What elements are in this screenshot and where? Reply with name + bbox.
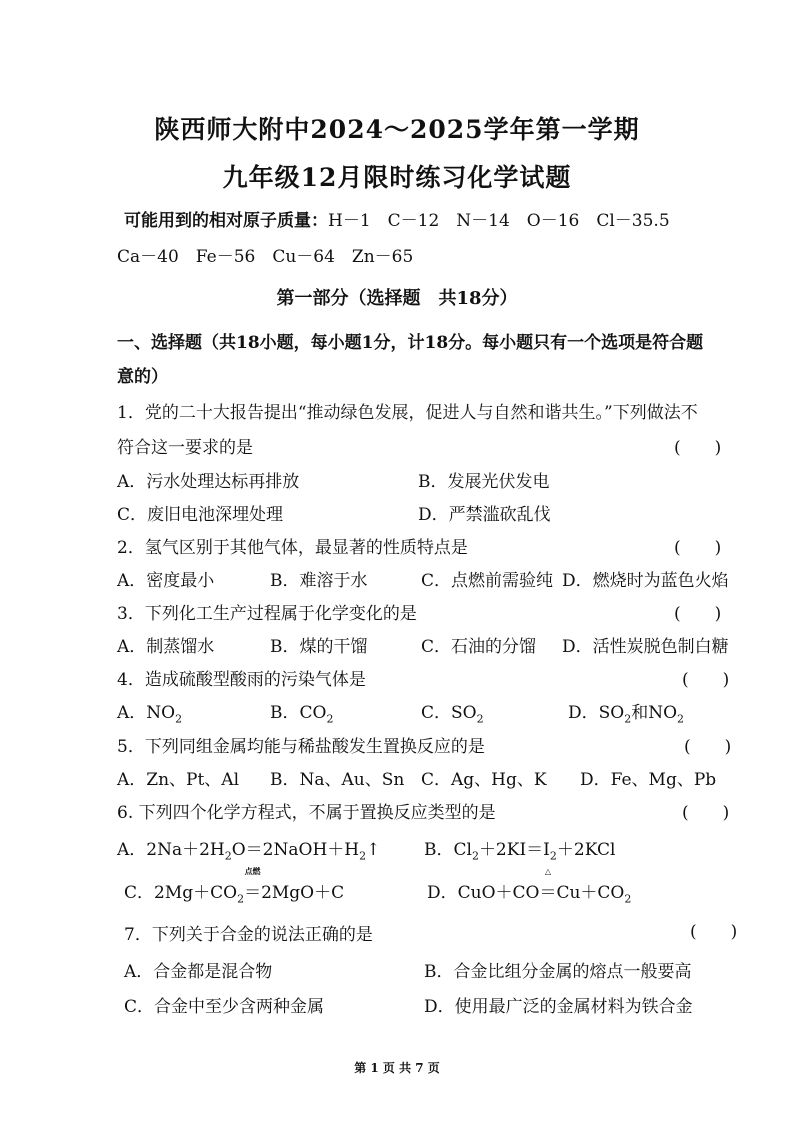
q7-option-b: B．合金比组分金属的熔点一般要高 xyxy=(424,962,692,982)
q6-option-b: B．$Cl_2+2KI=I_2+2KCl$ xyxy=(424,840,616,863)
q4-option-a: A．$NO_2$ xyxy=(117,703,183,726)
atomic-mass-line1 xyxy=(124,206,670,231)
q1-option-a: A．污水处理达标再排放 xyxy=(117,472,300,492)
q2-option-c: C．点燃前需验纯 xyxy=(421,571,554,591)
q3-stem: 3．下列化工生产过程属于化学变化的是 xyxy=(117,604,417,624)
q6-answer-paren: ( ) xyxy=(682,803,730,823)
q5-option-a: A．Zn、Pt、Al xyxy=(117,770,240,790)
q1-answer-paren: ( ) xyxy=(674,438,722,458)
section-instruction-line1: 一、选择题（共18小题，每小题1分，计18分。每小题只有一个选项是符合题 xyxy=(117,333,704,353)
q6-option-d: D．CuO＋CO △ $=Cu+CO_2$ xyxy=(427,866,632,906)
exam-title-line1: 陕西师大附中2024～2025学年第一学期 xyxy=(154,115,640,144)
q4-option-c: C．$SO_2$ xyxy=(421,703,484,726)
q2-answer-paren: ( ) xyxy=(674,538,722,558)
q4-option-b: B．$CO_2$ xyxy=(270,703,334,726)
section-instruction-line2: 意的） xyxy=(117,367,168,387)
q3-option-c: C．石油的分馏 xyxy=(421,637,537,657)
q5-option-c: C．Ag、Hg、K xyxy=(421,770,547,790)
q4-answer-paren: ( ) xyxy=(682,670,730,690)
q6-option-c: C．$2Mg+CO_2$ 点燃 ＝2MgO＋C xyxy=(124,866,345,906)
q1-option-c: C．废旧电池深埋处理 xyxy=(117,505,284,525)
q2-option-b: B．难溶于水 xyxy=(270,571,368,591)
q5-answer-paren: ( ) xyxy=(684,737,732,757)
section-title: 第一部分（选择题 共18分） xyxy=(276,288,518,309)
q2-option-d: D．燃烧时为蓝色火焰 xyxy=(562,571,729,591)
q1-option-d: D．严禁滥砍乱伐 xyxy=(418,505,551,525)
atomic-mass-values-1: H－1 C－12 N－14 O－16 Cl－35.5 xyxy=(328,211,670,231)
q2-option-a: A．密度最小 xyxy=(117,571,215,591)
q3-option-b: B．煤的干馏 xyxy=(270,637,368,657)
q7-option-c: C．合金中至少含两种金属 xyxy=(124,997,325,1017)
q7-option-a: A．合金都是混合物 xyxy=(124,962,273,982)
atomic-mass-line2: Ca－40 Fe－56 Cu－64 Zn－65 xyxy=(117,247,414,267)
q7-answer-paren: ( ) xyxy=(690,922,738,942)
q5-option-b: B．Na、Au、Sn xyxy=(270,770,405,790)
q6-option-a: A．$2Na+2H_2O=2NaOH+H_2↑$ xyxy=(117,840,381,863)
q3-option-a: A．制蒸馏水 xyxy=(117,637,215,657)
page-footer: 第 1 页 共 7 页 xyxy=(354,1061,440,1075)
q1-option-b: B．发展光伏发电 xyxy=(418,472,550,492)
q1-stem-line1: 1．党的二十大报告提出“推动绿色发展，促进人与自然和谐共生。”下列做法不 xyxy=(117,403,698,423)
q4-stem: 4．造成硫酸型酸雨的污染气体是 xyxy=(117,670,366,690)
q7-option-d: D．使用最广泛的金属材料为铁合金 xyxy=(424,997,693,1017)
q1-stem-line2: 符合这一要求的是 xyxy=(117,438,253,458)
q5-option-d: D．Fe、Mg、Pb xyxy=(580,770,717,790)
q6-stem: 6. 下列四个化学方程式，不属于置换反应类型的是 xyxy=(117,803,496,823)
q5-stem: 5．下列同组金属均能与稀盐酸发生置换反应的是 xyxy=(117,737,485,757)
q3-answer-paren: ( ) xyxy=(674,604,722,624)
q7-stem: 7．下列关于合金的说法正确的是 xyxy=(124,925,373,945)
q4-option-d: D．$SO_2$和$NO_2$ xyxy=(568,703,685,726)
atomic-mass-label: 可能用到的相对原子质量： xyxy=(124,211,328,231)
q2-stem: 2．氢气区别于其他气体，最显著的性质特点是 xyxy=(117,538,468,558)
q3-option-d: D．活性炭脱色制白糖 xyxy=(562,637,729,657)
exam-title-line2: 九年级12月限时练习化学试题 xyxy=(222,163,572,192)
